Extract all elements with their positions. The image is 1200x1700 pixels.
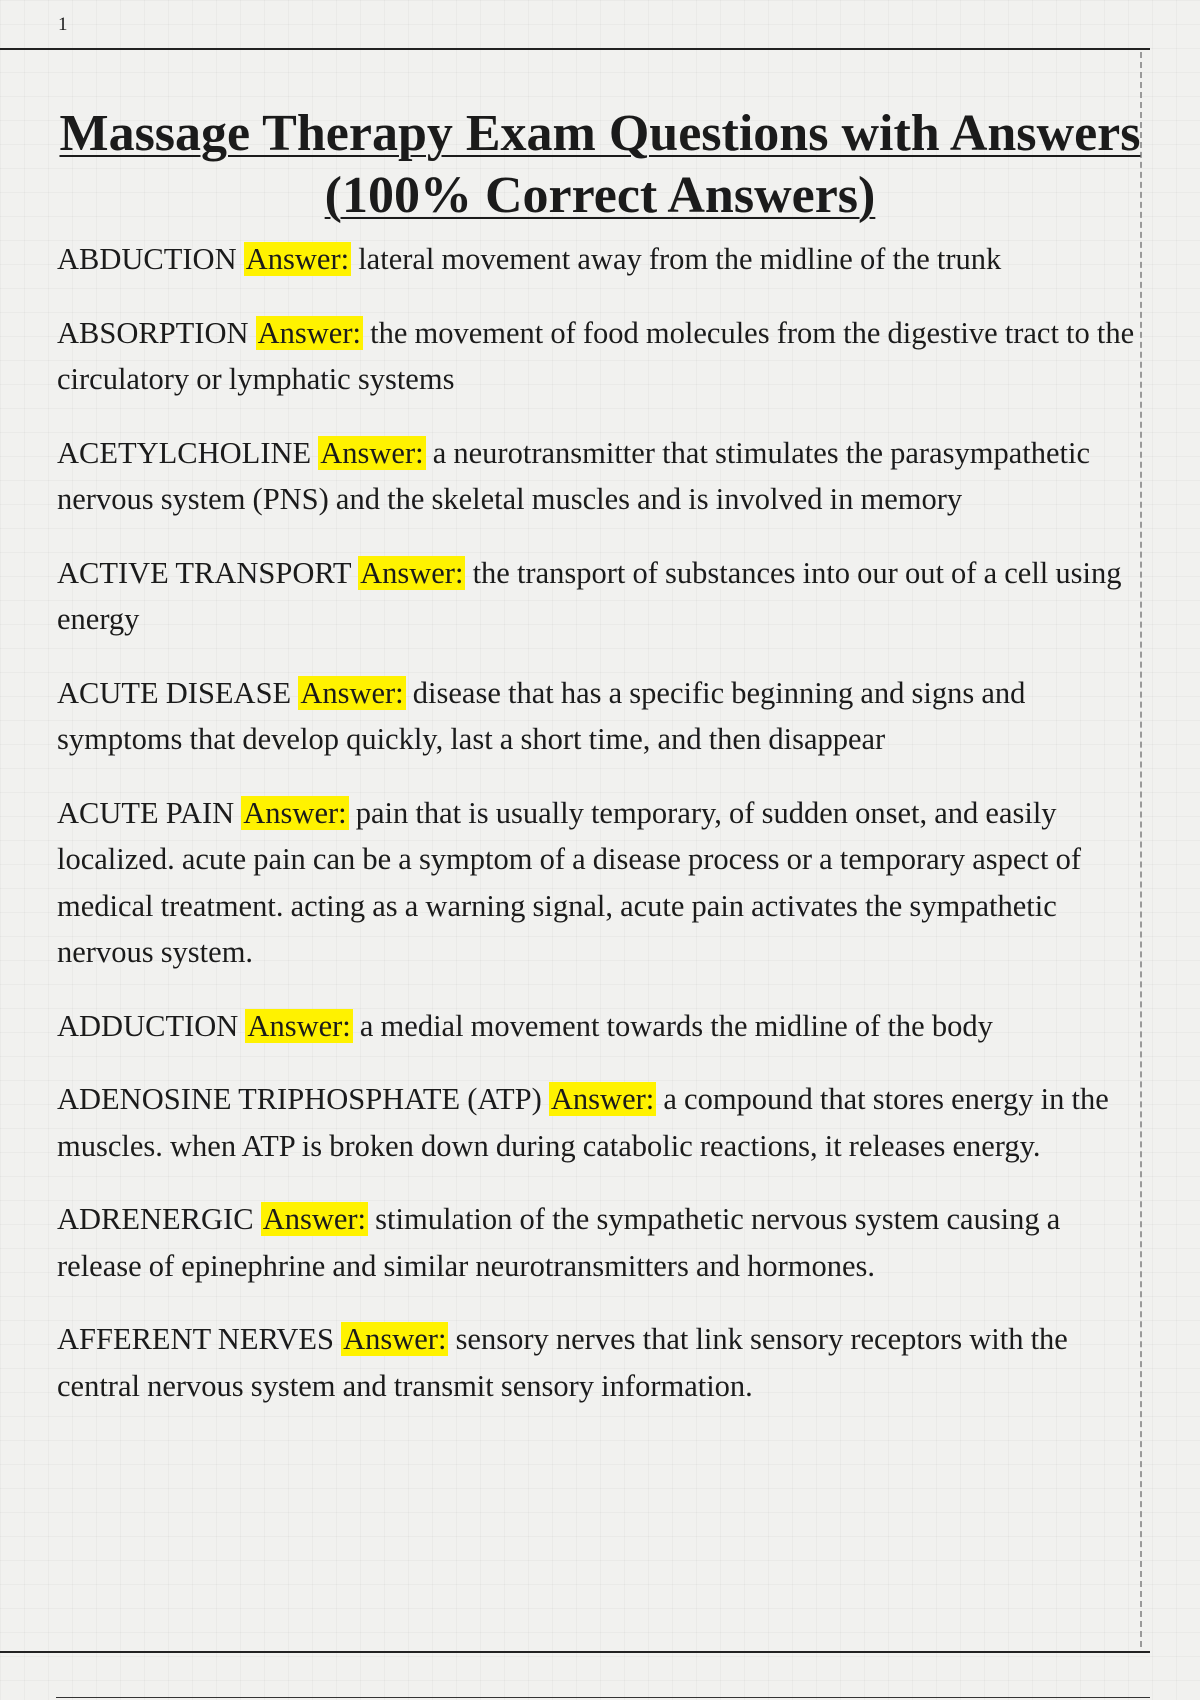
entry-term: ACUTE DISEASE: [57, 675, 292, 710]
answer-highlight: Answer:: [343, 1322, 447, 1356]
entry-term: ADDUCTION: [57, 1008, 239, 1043]
entry-definition: pain that is usually temporary, of sudden onset, and easily localized. acute pain can be a symptom of a disease process or a temporary aspect of medical treatment. acting as a warning signal, acute pain activates the sympathetic nervous system.: [57, 795, 1081, 969]
entry-definition: disease that has a specific beginning and signs and symptoms that develop quickly, last a short time, and then disappear: [57, 675, 1026, 756]
glossary-entry: [57, 1196, 1147, 1289]
entry-term: ABDUCTION: [57, 242, 237, 276]
entry-definition: the transport of substances into our out of a cell using energy: [57, 555, 1122, 636]
glossary-entry: [57, 1316, 1147, 1409]
footer-rule: [0, 1651, 1150, 1653]
glossary-entry: [57, 310, 1147, 403]
glossary-entry: [57, 430, 1147, 523]
page-number: 1: [58, 14, 68, 35]
answer-highlight: Answer:: [360, 555, 464, 590]
answer-highlight: Answer:: [247, 1008, 351, 1043]
entry-definition: the movement of food molecules from the digestive tract to the circulatory or lymphatic systems: [57, 315, 1135, 396]
answer-highlight: Answer:: [245, 242, 350, 276]
document-title: Massage Therapy Exam Questions with Answers (100% Correct Answers): [59, 105, 1141, 224]
answer-highlight: Answer:: [243, 795, 347, 830]
glossary-list: [57, 236, 1147, 1436]
glossary-entry: [57, 670, 1147, 763]
footer-rule-secondary: [56, 1697, 1150, 1698]
entry-term: AFFERENT NERVES: [57, 1322, 334, 1356]
glossary-entry: [57, 790, 1147, 976]
entry-term: ADENOSINE TRIPHOSPHATE (ATP): [57, 1082, 542, 1116]
entry-definition: a medial movement towards the midline of the body: [359, 1008, 993, 1043]
entry-term: ABSORPTION: [57, 315, 249, 350]
entry-definition: stimulation of the sympathetic nervous system causing a release of epinephrine and similar neurotransmitters and hormones.: [57, 1202, 1061, 1283]
glossary-entry: [57, 1003, 1147, 1050]
entry-definition: a neurotransmitter that stimulates the parasympathetic nervous system (PNS) and the skeletal muscles and is involved in memory: [57, 435, 1091, 516]
answer-highlight: Answer:: [320, 435, 424, 470]
answer-highlight: Answer:: [550, 1082, 655, 1116]
entry-term: ACTIVE TRANSPORT: [57, 555, 351, 590]
entry-term: ACETYLCHOLINE: [57, 435, 312, 470]
entry-term: ACUTE PAIN: [57, 795, 235, 830]
entry-term: ADRENERGIC: [57, 1202, 254, 1236]
glossary-entry: [57, 1076, 1147, 1169]
glossary-entry: [57, 236, 1147, 283]
header-rule: [0, 48, 1150, 50]
entry-definition: lateral movement away from the midline of the trunk: [358, 242, 1002, 276]
answer-highlight: Answer:: [257, 315, 361, 350]
answer-highlight: Answer:: [262, 1202, 367, 1236]
entry-definition: sensory nerves that link sensory receptors with the central nervous system and transmit sensory information.: [57, 1322, 1068, 1403]
entry-definition: a compound that stores energy in the muscles. when ATP is broken down during catabolic reactions, it releases energy.: [57, 1082, 1109, 1163]
answer-highlight: Answer:: [300, 675, 404, 710]
glossary-entry: [57, 550, 1147, 643]
